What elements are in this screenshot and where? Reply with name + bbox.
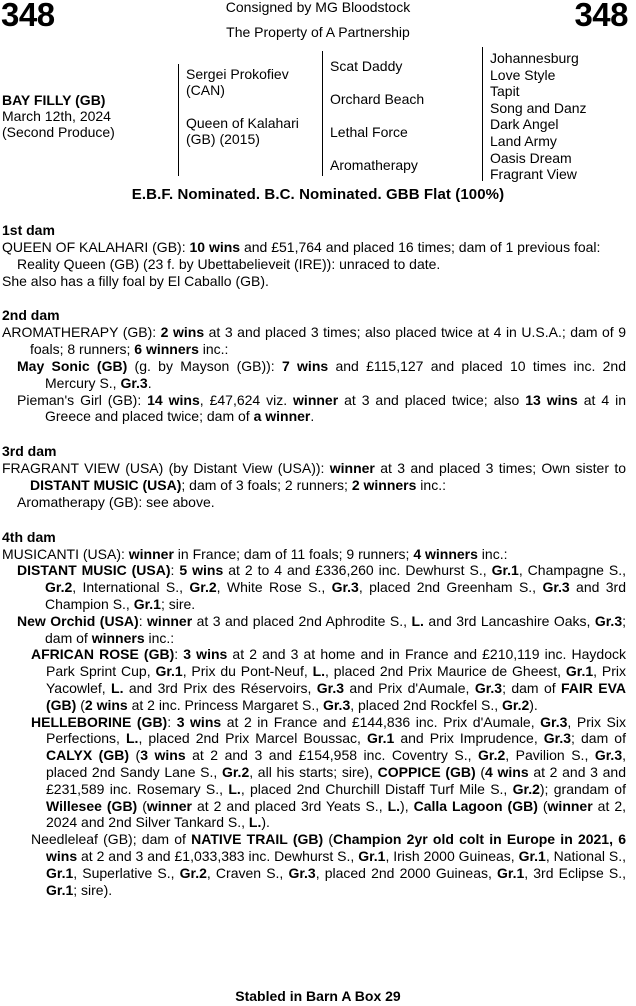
pedigree-block [0,47,636,187]
produce-entry: May Sonic (GB) (g. by Mayson (GB)): 7 wins and £115,127 and placed 10 times inc. 2nd Mercury S., Gr.3. [17,357,626,391]
produce-entry: Pieman's Girl (GB): 14 wins, £47,624 viz. winner at 3 and placed twice; also 13 wins at 4 in Greece and placed twice; dam of a winner. [17,391,626,425]
produce-entry: Needleleaf (GB); dam of NATIVE TRAIL (GB) (Champion 2yr old colt in Europe in 2021, 6 wins at 2 and 3 and £1,033,383 inc. Dewhurst S., Gr.1, Irish 2000 Guineas, Gr.1, National S., Gr.1, Superlative S., Gr.2, Craven S., Gr.3, placed 2nd 2000 Guineas, Gr.1, 3rd Eclipse S., Gr.1; sire). [31,831,627,898]
section-gap [2,425,626,439]
great-grandparent-4: Song and Danz [490,99,587,116]
grandparent-2: Orchard Beach [330,91,425,107]
produce-entry: AROMATHERAPY (GB): 2 wins at 3 and placed 3 times; also placed twice at 4 in U.S.A.; dam of 9 foals; 8 runners; 6 winners inc.: [2,324,627,358]
section-heading: 4th dam [2,528,56,545]
pedigree-divider-1 [178,64,179,176]
grandparent-3: Lethal Force [330,124,408,140]
produce-entry: New Orchid (USA): winner at 3 and placed 2nd Aphrodite S., L. and 3rd Lancashire Oaks, Gr.3; dam of winners inc.: [17,612,626,646]
pedigree-divider-2 [322,51,323,176]
section-gap [2,511,626,525]
horse-details [2,92,172,140]
produce-entry: Aromatherapy (GB): see above. [17,493,215,510]
dam-name: Queen of Kalahari (GB) (2015) [186,115,299,147]
lot-number-right: 348 [574,0,628,33]
great-grandparent-7: Oasis Dream [490,149,572,166]
produce-entry: She also has a filly foal by El Caballo (GB). [2,272,269,289]
horse-name: BAY FILLY (GB) [2,92,106,108]
sire-cell [186,66,321,98]
great-grandparent-3: Tapit [490,83,520,100]
produce-entry: MUSICANTI (USA): winner in France; dam of 11 foals; 9 runners; 4 winners inc.: [2,545,508,562]
produce-record [2,218,626,898]
foaling-date: March 12th, 2024 [2,108,111,124]
nominations-line: E.B.F. Nominated. B.C. Nominated. GBB Flat (100%) [131,186,505,203]
dam-cell [186,115,321,147]
sire-name: Sergei Prokofiev (CAN) [186,66,289,98]
lot-number-left: 348 [1,0,55,33]
produce-entry: DISTANT MUSIC (USA): 5 wins at 2 to 4 and £336,260 inc. Dewhurst S., Gr.1, Champagne S., Gr.2, International S., Gr.2, White Rose S., Gr.3, placed 2nd Greenham S., Gr.3 and 3rd Champion S., Gr.1; sire. [17,562,627,612]
produce-entry: HELLEBORINE (GB): 3 wins at 2 in France and £144,836 inc. Prix d'Aumale, Gr.3, Prix Six Perfections, L., placed 2nd Prix Marcel Boussac, Gr.1 and Prix Imprudence, Gr.3; dam of CALYX (GB) (3 wins at 2 and 3 and £154,958 inc. Coventry S., Gr.2, Pavilion S., Gr.3, placed 2nd Sandy Lane S., Gr.2, all his starts; sire), COPPICE (GB) (4 wins at 2 and 3 and £231,589 inc. Rosemary S., L., placed 2nd Churchill Distaff Turf Mile S., Gr.2); grandam of Willesee (GB) (winner at 2 and placed 3rd Yeats S., L.), Calla Lagoon (GB) (winner at 2, 2024 and 2nd Silver Tankard S., L.). [31,713,627,831]
section-heading: 1st dam [2,222,55,238]
consignor-line: Consigned by MG Bloodstock [225,0,411,15]
produce-entry: AFRICAN ROSE (GB): 3 wins at 2 and 3 at home and in France and £210,119 inc. Haydock Park Sprint Cup, Gr.1, Prix du Pont-Neuf, L., placed 2nd Prix Maurice de Gheest, Gr.1, Prix Yacowlef, L. and 3rd Prix des Réservoirs, Gr.3 and Prix d'Aumale, Gr.3; dam of FAIR EVA (GB) (2 wins at 2 inc. Princess Margaret S., Gr.3, placed 2nd Rockfel S., Gr.2). [31,646,627,713]
grandparent-1: Scat Daddy [330,58,403,74]
great-grandparents [490,50,587,183]
section-heading: 2nd dam [2,307,60,324]
great-grandparent-6: Land Army [490,132,557,149]
produce-note: (Second Produce) [2,124,115,140]
stabling-info: Stabled in Barn A Box 29 [235,988,401,1004]
grandparent-4: Aromatherapy [330,157,418,173]
section-gap [2,289,626,303]
property-line: The Property of A Partnership [226,24,410,40]
produce-entry: FRAGRANT VIEW (USA) (by Distant View (USA)): winner at 3 and placed 3 times; Own sister to DISTANT MUSIC (USA); dam of 3 foals; 2 runners; 2 winners inc.: [2,460,626,493]
pedigree-divider-3 [482,47,483,181]
section-heading: 3rd dam [2,443,57,460]
great-grandparent-2: Love Style [490,66,556,83]
great-grandparent-5: Dark Angel [490,116,559,133]
produce-entry: QUEEN OF KALAHARI (GB): 10 wins and £51,764 and placed 16 times; dam of 1 previous foal: [2,239,601,255]
great-grandparent-8: Fragrant View [490,166,577,183]
produce-entry: Reality Queen (GB) (23 f. by Ubettabelieveit (IRE)): unraced to date. [17,255,441,272]
great-grandparent-1: Johannesburg [490,50,579,66]
